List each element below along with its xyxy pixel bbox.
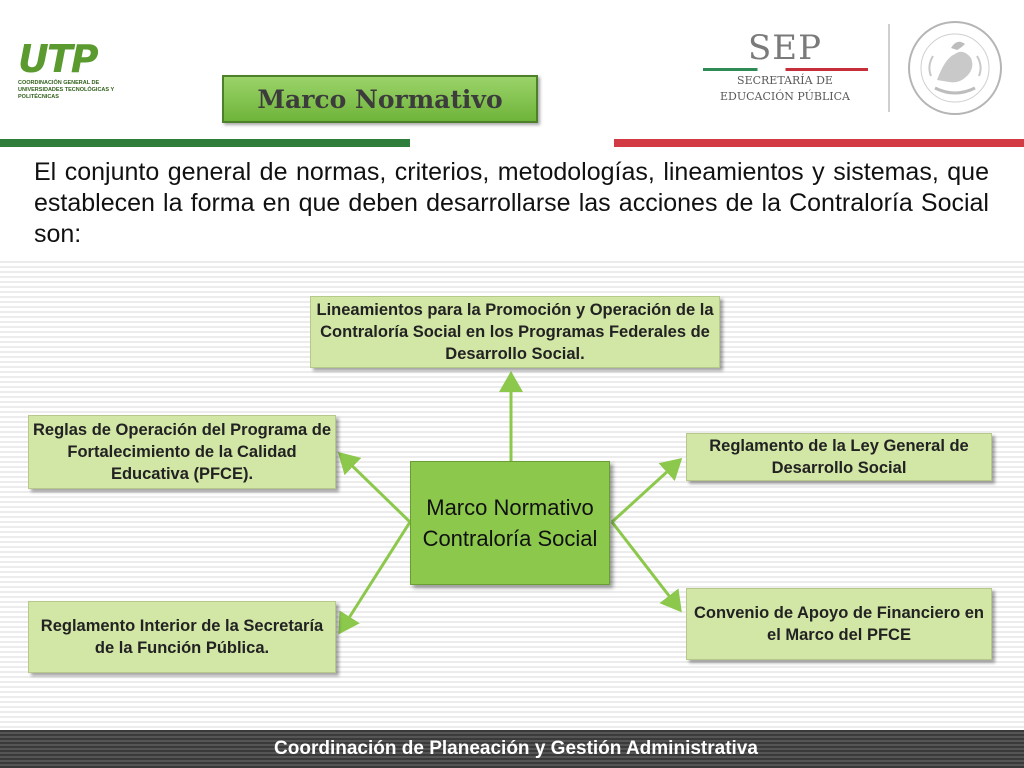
node-convenio-apoyo: Convenio de Apoyo de Financiero en el Marco del PFCE — [686, 588, 992, 660]
arrow-to-left-top — [340, 454, 410, 522]
sep-logo-mark: SEP — [748, 28, 822, 68]
intro-paragraph: El conjunto general de normas, criterios, metodologías, lineamientos y sistemas, que establecen la forma en que deben desarrollarse las acciones de la Contraloría Social son: — [34, 158, 989, 248]
node-reglamento-interior: Reglamento Interior de la Secretaría de la Función Pública. — [28, 601, 336, 673]
sep-logo-line2: EDUCACIÓN PÚBLICA — [720, 90, 850, 103]
node-reglas-operacion: Reglas de Operación del Programa de Fortalecimiento de la Calidad Educativa (PFCE). — [28, 415, 336, 489]
arrow-to-right-bottom — [612, 522, 680, 610]
utp-logo-subtitle: COORDINACIÓN GENERAL DE UNIVERSIDADES TECNOLÓGICAS Y POLITÉCNICAS — [18, 80, 115, 100]
footer-bar — [0, 730, 1024, 768]
sep-logo-line1: SECRETARÍA DE — [737, 74, 833, 87]
utp-logo-mark: UTP — [18, 37, 97, 81]
footer-text: Coordinación de Planeación y Gestión Administrativa — [274, 738, 758, 759]
node-reglamento-ley-general: Reglamento de la Ley General de Desarrollo Social — [686, 433, 992, 481]
arrow-to-left-bottom — [340, 522, 410, 632]
arrow-to-right-top — [612, 460, 680, 522]
node-center-marco-normativo: Marco Normativo Contraloría Social — [410, 461, 610, 585]
node-lineamientos: Lineamientos para la Promoción y Operación de la Contraloría Social en los Programas Federales de Desarrollo Social. — [310, 296, 720, 368]
page-title: Marco Normativo — [257, 84, 503, 114]
